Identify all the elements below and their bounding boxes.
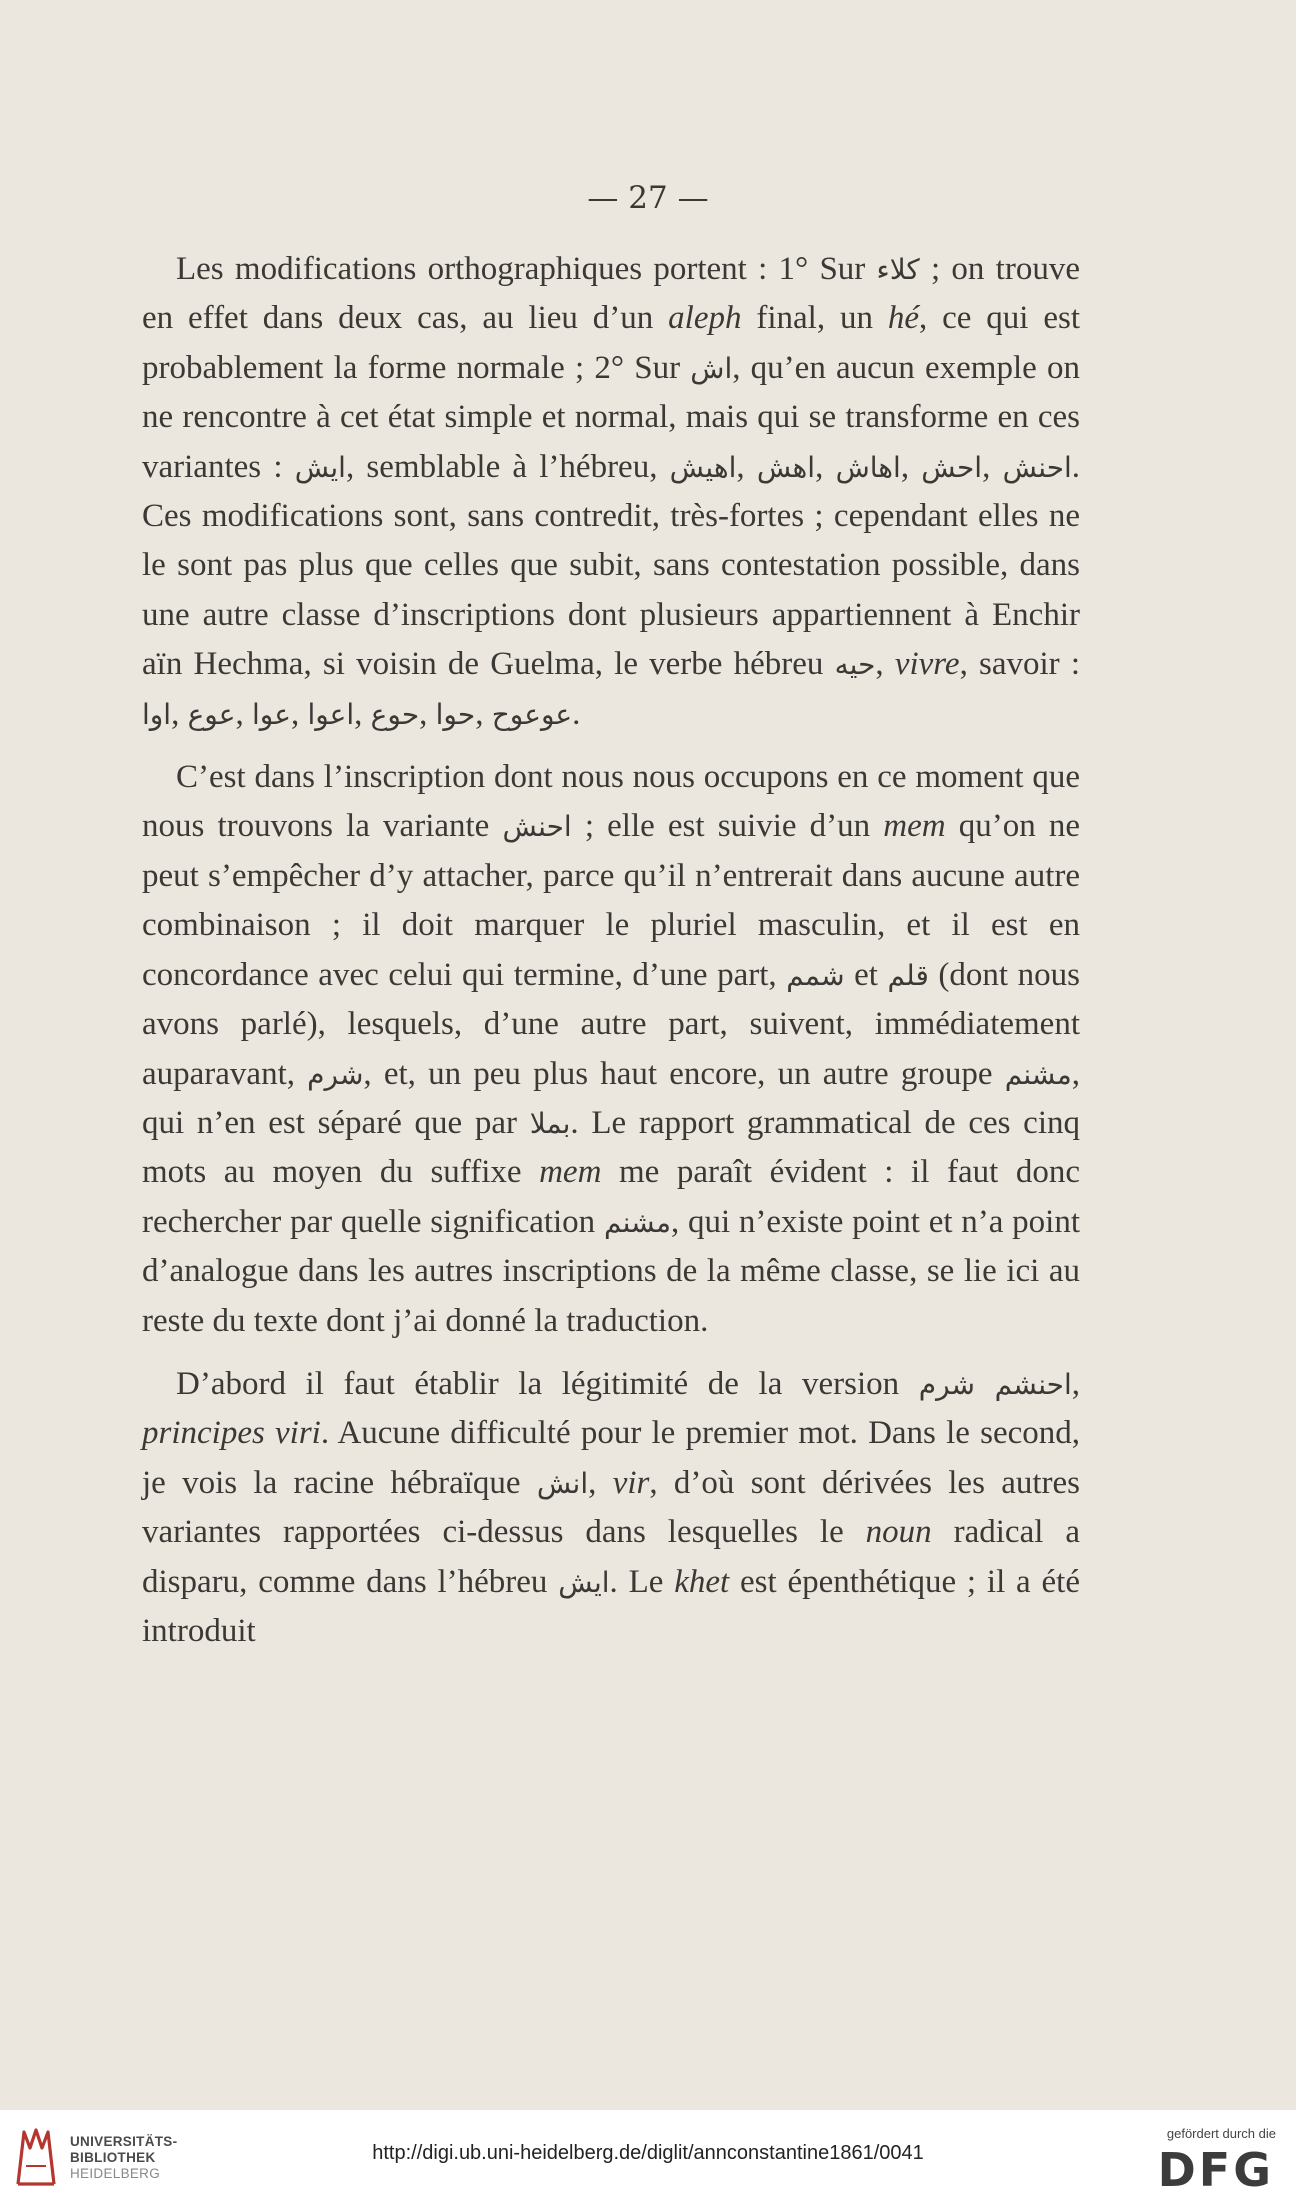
text-run: ; elle est suivie d’un [571,808,884,845]
text-run: , [171,695,188,732]
text-run: ; on trouve en effet dans deux cas, au lieu d’un [142,251,1080,337]
text-run: D’abord il faut établir la légitimité de la version [176,1365,919,1402]
italic-term: mem [539,1154,602,1191]
arabic-script-word: حوع [370,697,420,731]
text-run: . [572,695,581,732]
body-text [142,245,1080,1656]
text-run: , [354,695,371,732]
arabic-script-word: اش [690,351,733,385]
text-run: radical a disparu, comme dans l’hébreu [142,1514,1080,1600]
arabic-script-word: شرم [918,1367,975,1401]
text-run: , d’où sont dérivées les autres variantes rapportées ci-dessus dans lesquelles le [142,1464,1081,1551]
dfg-logo: DFG [1157,2143,1274,2197]
text-run: , savoir : [959,646,1080,683]
text-run: , [900,448,922,485]
logo-line-3: HEIDELBERG [70,2166,161,2181]
text-run: C’est dans l’inscription dont nous nous occupons en ce moment que nous trouvons la variante [142,759,1080,845]
text-run: . Aucune difficulté pour le premier mot. Dans le second, je vois la racine hébraïque [142,1415,1080,1501]
text-run: , [982,448,1003,485]
text-run: , qui n’en est séparé que par [142,1055,1080,1141]
text-run: , ce qui est probablement la forme normale ; 2° Sur [142,300,1080,386]
arabic-script-word: احنشم [994,1367,1072,1401]
arabic-script-word: انش [536,1466,589,1500]
text-run: , [235,695,252,732]
arabic-script-word: بملا [529,1106,571,1140]
text-run: , qu’en aucun exemple on ne rencontre à cet état simple et normal, mais qui se transforme en ces variantes : [142,349,1080,485]
arabic-script-word: احش [921,450,983,484]
text-run: , [1071,1365,1080,1402]
text-run: , [815,448,836,485]
arabic-script-word: كلاء [876,253,920,286]
paragraph-3 [142,1360,1080,1656]
text-run: , semblable à l’hébreu, [345,448,670,485]
arabic-script-word: اهش [756,450,816,484]
text-run: est épenthétique ; il a été introduit [142,1563,1080,1649]
arabic-script-word: مشنم [603,1205,671,1239]
italic-term: vivre [894,646,960,683]
arabic-script-word: حوا [435,697,476,731]
text-run: . Le rapport grammatical de ces cinq mots au moyen du suffixe [142,1104,1080,1191]
text-run: Les modifications orthographiques portent : 1° Sur [176,251,877,287]
text-run: , [475,695,492,732]
arabic-script-word: احنش [1002,450,1072,484]
arabic-script-word: اهاش [835,450,901,484]
italic-term: mem [883,808,946,845]
italic-term: principes viri [142,1415,321,1452]
arabic-script-word: اهيش [669,450,737,484]
page-number: — 27 — [587,180,709,216]
italic-term: khet [674,1563,730,1600]
arabic-script-word: اوا [142,697,172,731]
text-run: , [419,695,436,732]
paragraph-1 [142,245,1080,739]
arabic-script-word: عوعوح [491,697,573,731]
text-run: , [588,1464,613,1501]
text-run: , [736,448,757,485]
italic-term: hé [887,300,919,337]
arabic-script-word: احنش [502,810,572,844]
arabic-script-word: ايش [294,450,346,484]
italic-term: noun [865,1514,932,1551]
text-run: (dont nous avons parlé), lesquels, d’une autre part, suivent, immédiatement auparavant, [142,956,1081,1092]
arabic-script-word: مشنم [1004,1057,1072,1091]
text-run [975,1366,995,1402]
arabic-script-word: حيه [834,648,876,682]
arabic-script-word: اعوا [307,697,355,731]
sponsor-label: gefördert durch die [1166,2126,1276,2141]
text-run: final, un [741,300,888,337]
arabic-script-word: قلم [887,958,929,992]
paragraph-2 [142,753,1080,1346]
arabic-script-word: عوع [187,697,236,731]
text-run: et [844,956,888,993]
text-run: . Ces modifications sont, sans contredit, très-fortes ; cependant elles ne le sont pas plus que celles que subit, sans contestation possible, dans une autre classe d’inscriptions dont plusieurs appartiennent à Enchir aïn Hechma, si voisin de Guelma, le verbe hébreu [142,448,1081,683]
text-run: me paraît évident : il faut donc rechercher par quelle signification [142,1154,1080,1240]
text-run: . Le [609,1563,675,1600]
logo-line-1: UNIVERSITÄTS- [70,2134,178,2149]
logo-line-2: BIBLIOTHEK [70,2150,156,2165]
arabic-script-word: شرم [307,1057,364,1091]
text-run: , [875,646,895,683]
arabic-script-word: عوا [251,697,291,731]
arabic-script-word: ايش [558,1565,610,1599]
italic-term: aleph [668,300,742,337]
text-run: , [290,695,308,732]
source-url-link[interactable]: http://digi.ub.uni-heidelberg.de/diglit/annconstantine1861/0041 [372,2142,924,2164]
text-run: , et, un peu plus haut encore, un autre groupe [363,1055,1005,1092]
arabic-script-word: شمم [786,958,845,992]
text-run: qu’on ne peut s’empêcher d’y attacher, parce qu’il n’entrerait dans aucune autre combinaison ; il doit marquer le pluriel masculin, et il est en concordance avec celui qui termine, d’une part, [142,808,1080,993]
italic-term: vir [612,1464,650,1501]
text-run: , qui n’existe point et n’a point d’analogue dans les autres inscriptions de la même classe, se lie ici au reste du texte dont j’ai donné la traduction. [142,1203,1080,1339]
